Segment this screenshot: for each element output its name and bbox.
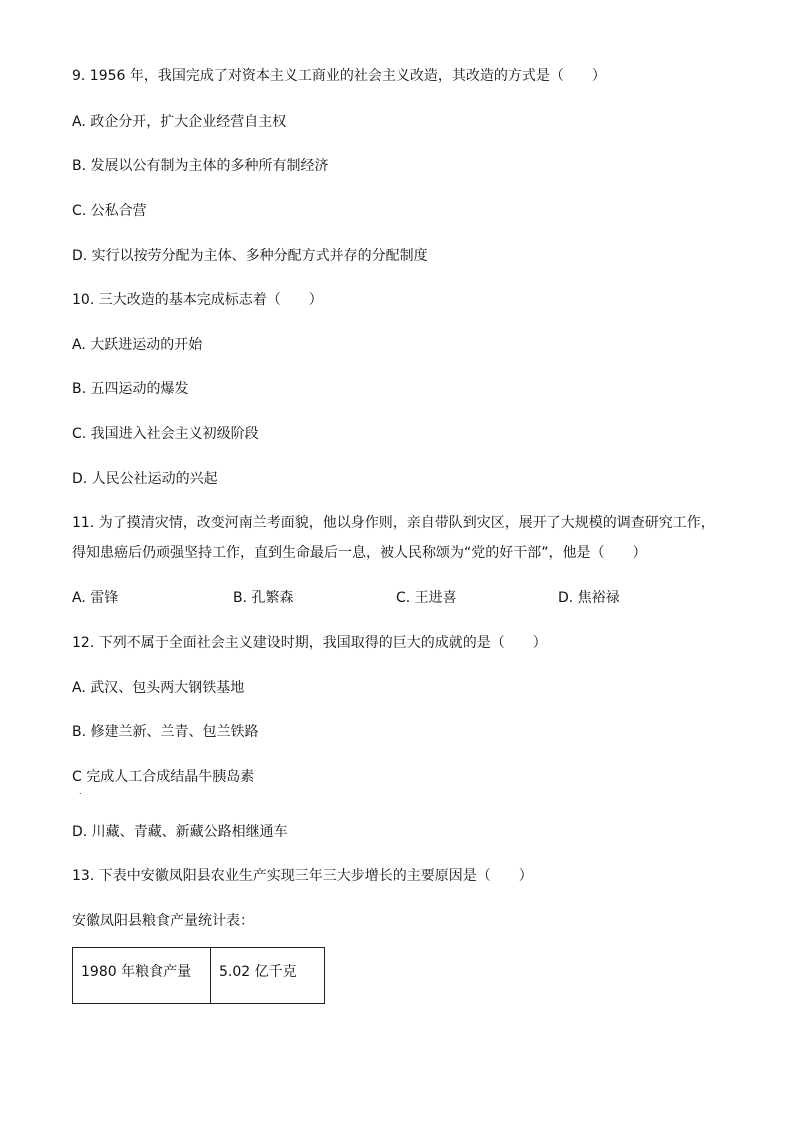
question-11-option-d: D. 焦裕禄 <box>558 590 620 606</box>
table-row <box>73 948 325 1004</box>
question-9-option-d: D. 实行以按劳分配为主体、多种分配方式并存的分配制度 <box>72 248 428 264</box>
question-10-option-d: D. 人民公社运动的兴起 <box>72 471 218 487</box>
question-10-option-b: B. 五四运动的爆发 <box>72 381 189 397</box>
question-12-option-c: C 完成人工合成结晶牛胰岛素 <box>72 769 255 785</box>
question-10-option-a: A. 大跃进运动的开始 <box>72 337 203 353</box>
question-9-option-c: C. 公私合营 <box>72 203 147 219</box>
question-13-stem: 13. 下表中安徽凤阳县农业生产实现三年三大步增长的主要原因是（ ） <box>72 868 533 884</box>
question-11-option-c: C. 王进喜 <box>396 590 457 606</box>
table-cell-value: 5.02 亿千克 <box>211 948 325 1004</box>
question-11-option-b: B. 孔繁森 <box>233 590 294 606</box>
question-12-option-a: A. 武汉、包头两大钢铁基地 <box>72 680 245 696</box>
grain-output-table <box>72 947 325 1004</box>
question-11-option-a: A. 雷锋 <box>72 590 119 606</box>
question-12-stem: 12. 下列不属于全面社会主义建设时期，我国取得的巨大的成就的是（ ） <box>72 635 547 651</box>
question-9-option-b: B. 发展以公有制为主体的多种所有制经济 <box>72 158 329 174</box>
question-12-option-d: D. 川藏、青藏、新藏公路相继通车 <box>72 824 288 840</box>
question-11-stem-line-2: 得知患癌后仍顽强坚持工作，直到生命最后一息，被人民称颂为“党的好干部”，他是（ ） <box>72 545 647 561</box>
question-9-stem: 9. 1956 年，我国完成了对资本主义工商业的社会主义改造，其改造的方式是（ ） <box>72 68 606 84</box>
table-title: 安徽凤阳县粮食产量统计表： <box>72 913 254 929</box>
question-9-option-a: A. 政企分开，扩大企业经营自主权 <box>72 114 287 130</box>
question-11-options-row <box>72 589 722 607</box>
question-10-stem: 10. 三大改造的基本完成标志着（ ） <box>72 292 323 308</box>
question-10-option-c: C. 我国进入社会主义初级阶段 <box>72 426 259 442</box>
question-11-stem-line-1: 11. 为了摸清灾情，改变河南兰考面貌，他以身作则，亲自带队到灾区，展开了大规模的调查研究工作， <box>72 515 715 531</box>
question-12-option-c-dot: . <box>79 787 82 796</box>
question-12-option-b: B. 修建兰新、兰青、包兰铁路 <box>72 724 259 740</box>
table-cell-label: 1980 年粮食产量 <box>73 948 211 1004</box>
